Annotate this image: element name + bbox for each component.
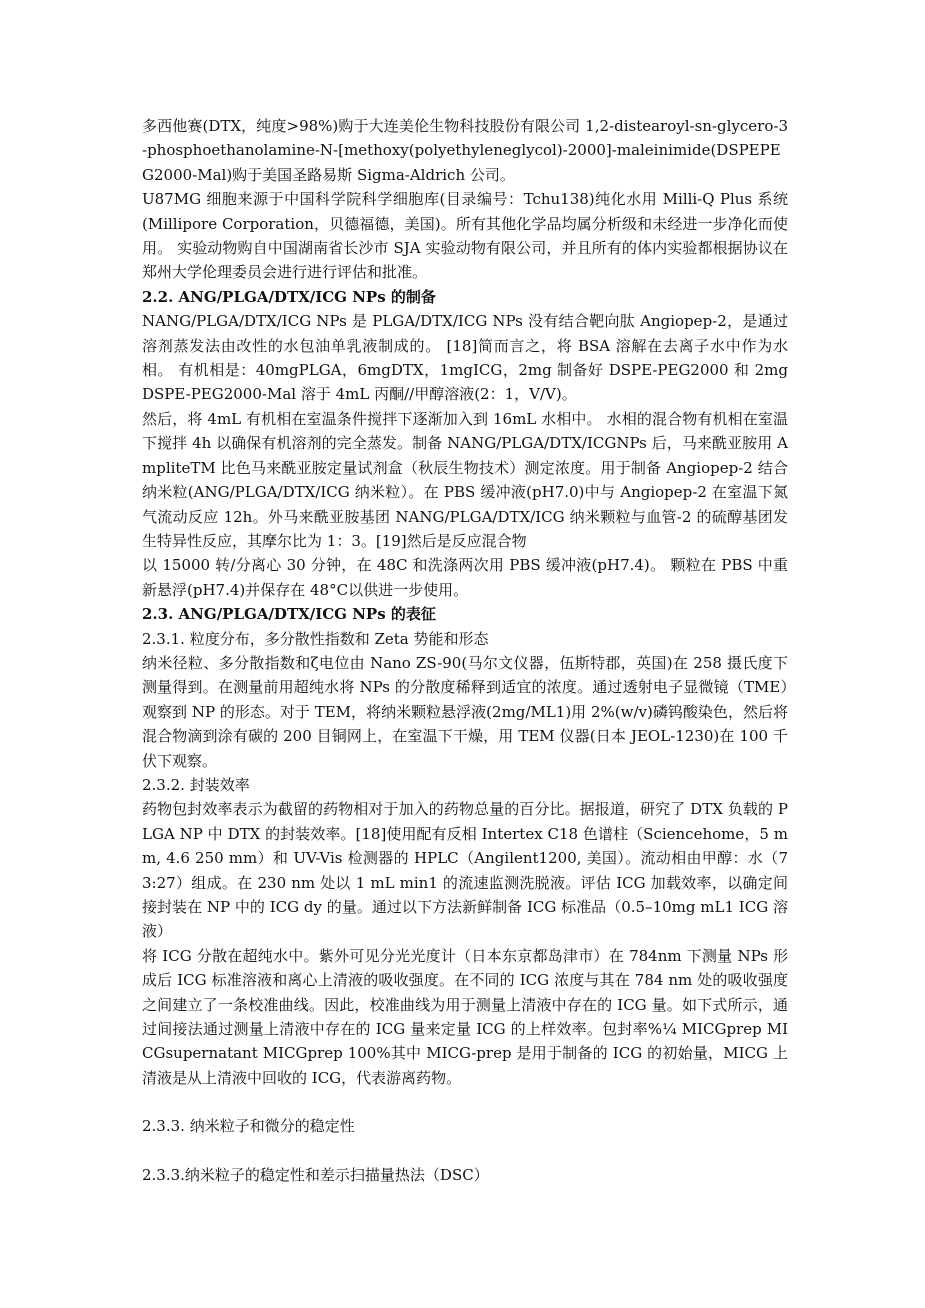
encapsulation-paragraph-1: 药物包封效率表示为截留的药物相对于加入的药物总量的百分比。据报道，研究了 DTX 负载的 PLGA NP 中 DTX 的封装效率。[18]使用配有反相 Intertex C18 色谱柱（Sciencehome，5 mm, 4.6 250 mm）和 UV-Vis 检测器的 HPLC（Angilent1200, 美国）。流动相由甲醇：水（73:27）组成。在 230 nm 处以 1 mL min1 的流速监测洗脱液。评估 ICG 加载效率，以确定间接封装在 NP 中的 ICG dy 的量。通过以下方法新鲜制备 ICG 标准品（0.5–10mg mL1 ICG 溶液） [142,800,788,941]
materials-paragraph-1: 多西他赛(DTX，纯度>98%)购于大连美伦生物科技股份有限公司 1,2-distearoyl-sn-glycero-3-phosphoethanolamine-N-[methoxy(polyethyleneglycol)-2000]-maleinimide(DSPEPEG2000-Mal)购于美国圣路易斯 Sigma-Aldrich 公司。 [142,117,788,184]
preparation-paragraph-2: 然后，将 4mL 有机相在室温条件搅拌下逐渐加入到 16mL 水相中。 水相的混合物有机相在室温下搅拌 4h 以确保有机溶剂的完全蒸发。制备 NANG/PLGA/DTX/ICGNPs 后，马来酰亚胺用 AmpliteTM 比色马来酰亚胺定量试剂盒（秋辰生物技术）测定浓度。用于制备 Angiopep-2 结合纳米粒(ANG/PLGA/DTX/ICG 纳米粒）。在 PBS 缓冲液(pH7.0)中与 Angiopep-2 在室温下氮气流动反应 12h。外马来酰亚胺基团 NANG/PLGA/DTX/ICG 纳米颗粒与血管-2 的硫醇基团发生特异性反应，其摩尔比为 1：3。[19]然后是反应混合物 [142,409,788,550]
subsection-heading-2-3-3b: 2.3.3.纳米粒子的稳定性和差示扫描量热法（DSC） [142,1165,489,1184]
preparation-paragraph-3: 以 15000 转/分离心 30 分钟，在 48C 和洗涤两次用 PBS 缓冲液(pH7.4)。 颗粒在 PBS 中重新悬浮(pH7.4)并保存在 48°C以供进一步使用。 [142,556,788,599]
preparation-paragraph-1: NANG/PLGA/DTX/ICG NPs 是 PLGA/DTX/ICG NPs 没有结合靶向肽 Angiopep-2，是通过溶剂蒸发法由改性的水包油单乳液制成的。 [18]简而言之，将 BSA 溶解在去离子水中作为水相。 有机相是：40mgPLGA，6mgDTX，1mgICG，2mg 制备好 DSPE-PEG2000 和 2mgDSPE-PEG2000-Mal 溶于 4mL 丙酮//甲醇溶液(2：1，V/V)。 [142,312,788,404]
subsection-heading-2-3-2: 2.3.2. 封装效率 [142,775,250,794]
spacer [142,1139,788,1163]
section-heading-2-2: 2.2. ANG/PLGA/DTX/ICG NPs 的制备 [142,287,436,306]
encapsulation-paragraph-2: 将 ICG 分散在超纯水中。紫外可见分光光度计（日本东京都岛津市）在 784nm 下测量 NPs 形成后 ICG 标准溶液和离心上清液的吸收强度。在不同的 ICG 浓度与其在 784 nm 处的吸收强度之间建立了一条校准曲线。因此，校准曲线为用于测量上清液中存在的 ICG 量。如下式所示，通过间接法通过测量上清液中存在的 ICG 量来定量 ICG 的上样效率。包封率%¼ MICGprep MICGsupernatant MICGprep 100%其中 MICG-prep 是用于制备的 ICG 的初始量，MICG 上清液是从上清液中回收的 ICG，代表游离药物。 [142,946,788,1087]
materials-paragraph-2: U87MG 细胞来源于中国科学院科学细胞库(目录编号：Tchu138)纯化水用 Milli-Q Plus 系统(Millipore Corporation，贝德福德，美国)。所有其他化学品均属分析级和未经进一步净化而使用。 实验动物购自中国湖南省长沙市 SJA 实验动物有限公司，并且所有的体内实验都根据协议在郑州大学伦理委员会进行进行评估和批准。 [142,190,788,282]
section-heading-2-3: 2.3. ANG/PLGA/DTX/ICG NPs 的表征 [142,605,436,624]
subsection-heading-2-3-3a: 2.3.3. 纳米粒子和微分的稳定性 [142,1117,355,1136]
subsection-heading-2-3-1: 2.3.1. 粒度分布，多分散性指数和 Zeta 势能和形态 [142,629,489,648]
characterization-paragraph: 纳米径粒、多分散指数和ζ电位由 Nano ZS-90(马尔文仪器，伍斯特郡，英国)在 258 摄氏度下测量得到。在测量前用超纯水将 NPs 的分散度稀释到适宜的浓度。通过透射电子显微镜（TME）观察到 NP 的形态。对于 TEM，将纳米颗粒悬浮液(2mg/ML1)用 2%(w/v)磷钨酸染色，然后将混合物滴到涂有碳的 200 目铜网上，在室温下干燥，用 TEM 仪器(日本 JEOL-1230)在 100 千伏下观察。 [142,653,788,770]
spacer [142,1090,788,1114]
document-page [142,114,788,1187]
